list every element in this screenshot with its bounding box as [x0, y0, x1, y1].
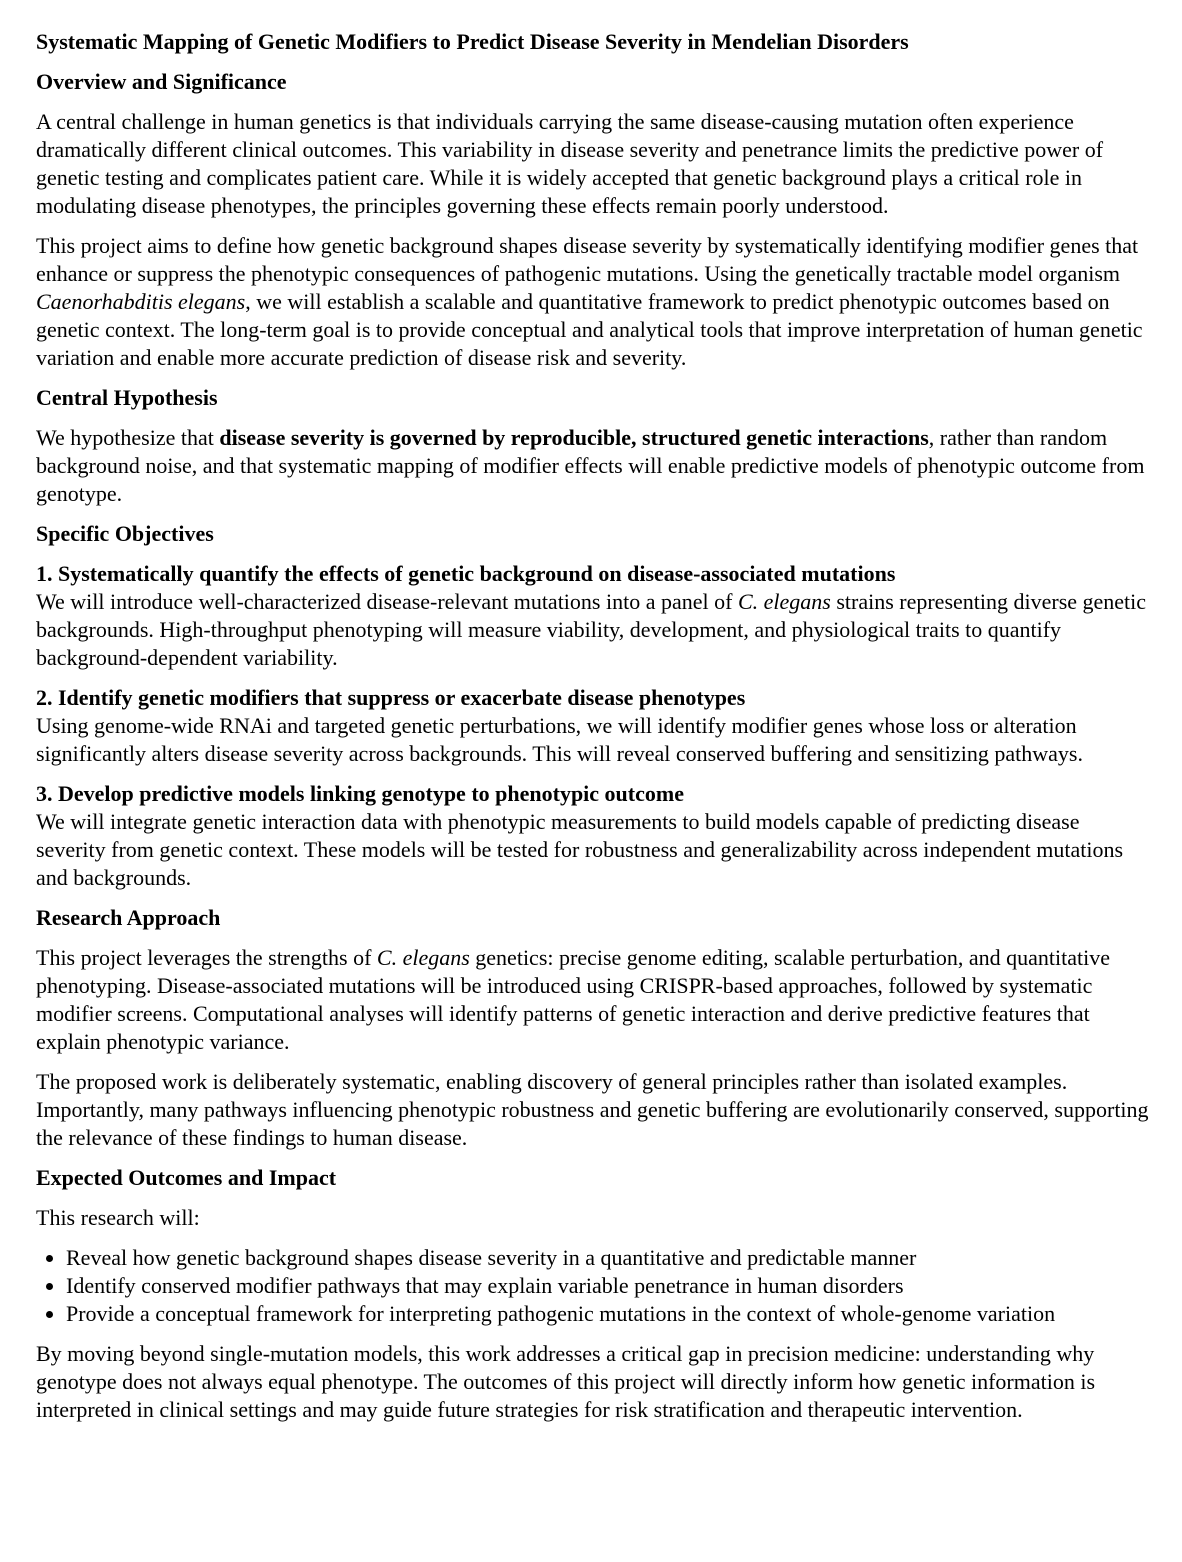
- text-run: This project aims to define how genetic background shapes disease severity by systematically identifying modifier genes that enhance or suppress the phenotypic consequences of pathogenic mutations. Using the genetically tractable model organism: [36, 233, 1139, 286]
- list-item: • Identify conserved modifier pathways that may explain variable penetrance in human disorders: [66, 1272, 1154, 1300]
- objective-text: [36, 588, 1154, 672]
- section-hypothesis: [36, 384, 1154, 508]
- objective-3: [36, 780, 1154, 892]
- section-heading: Central Hypothesis: [36, 385, 218, 410]
- text-run: genetics: precise genome editing, scalable perturbation, and quantitative phenotyping. Disease-associated mutations will be introduced using CRISPR-based approaches, followed by systematic modifier screens. Computational analyses will identify patterns of genetic interaction and derive predictive features that explain phenotypic variance.: [36, 945, 1111, 1054]
- species-name: Caenorhabditis elegans: [36, 289, 246, 314]
- emphasis: disease severity is governed by reproducible, structured genetic interactions: [219, 425, 929, 450]
- objective-title: 1. Systematically quantify the effects of genetic background on disease-associated mutations: [36, 561, 896, 586]
- text-run: , we will establish a scalable and quantitative framework to predict phenotypic outcomes based on genetic context. The long-term goal is to provide conceptual and analytical tools that improve interpretation of human genetic variation and enable more accurate prediction of disease risk and severity.: [36, 289, 1143, 370]
- outcomes-list: [36, 1244, 1154, 1328]
- text-run: This project leverages the strengths of: [36, 945, 377, 970]
- text-run: strains representing diverse genetic backgrounds. High-throughput phenotyping will measure viability, development, and physiological traits to quantify background-dependent variability.: [36, 589, 1147, 670]
- section-heading: Research Approach: [36, 905, 221, 930]
- species-name: C. elegans: [376, 945, 470, 970]
- paragraph: [36, 424, 1154, 508]
- text-run: , rather than random background noise, and that systematic mapping of modifier effects will enable predictive models of phenotypic outcome from genotype.: [36, 425, 1145, 506]
- list-item: • Reveal how genetic background shapes disease severity in a quantitative and predictable manner: [66, 1244, 1154, 1272]
- paragraph: By moving beyond single-mutation models, this work addresses a critical gap in precision medicine: understanding why genotype does not always equal phenotype. The outcomes of this project will directly inform how genetic information is interpreted in clinical settings and may guide future strategies for risk stratification and therapeutic intervention.: [36, 1341, 1096, 1422]
- section-approach: [36, 904, 1154, 1152]
- section-heading: Expected Outcomes and Impact: [36, 1165, 337, 1190]
- objective-1: [36, 560, 1154, 672]
- paragraph: A central challenge in human genetics is that individuals carrying the same disease-causing mutation often experience dramatically different clinical outcomes. This variability in disease severity and penetrance limits the predictive power of genetic testing and complicates patient care. While it is widely accepted that genetic background plays a critical role in modulating disease phenotypes, the principles governing these effects remain poorly understood.: [36, 109, 1104, 218]
- document-title: Systematic Mapping of Genetic Modifiers to Predict Disease Severity in Mendelian Disorders: [36, 29, 909, 54]
- objective-text: We will integrate genetic interaction data with phenotypic measurements to build models capable of predicting disease severity from genetic context. These models will be tested for robustness and generalizability across independent mutations and backgrounds.: [36, 809, 1124, 890]
- species-name: C. elegans: [737, 589, 831, 614]
- objective-title: 3. Develop predictive models linking genotype to phenotypic outcome: [36, 781, 684, 806]
- text-run: We hypothesize that: [36, 425, 220, 450]
- objective-text: Using genome-wide RNAi and targeted genetic perturbations, we will identify modifier genes whose loss or alteration significantly alters disease severity across backgrounds. This will reveal conserved buffering and sensitizing pathways.: [36, 713, 1083, 766]
- text-run: We will introduce well-characterized disease-relevant mutations into a panel of: [36, 589, 738, 614]
- list-item: • Provide a conceptual framework for interpreting pathogenic mutations in the context of whole-genome variation: [66, 1300, 1154, 1328]
- section-heading: Specific Objectives: [36, 521, 214, 546]
- objective-2: [36, 684, 1154, 768]
- section-heading: Overview and Significance: [36, 69, 287, 94]
- paragraph: [36, 232, 1154, 372]
- paragraph: The proposed work is deliberately systematic, enabling discovery of general principles rather than isolated examples. Importantly, many pathways influencing phenotypic robustness and genetic buffering are evolutionarily conserved, supporting the relevance of these findings to human disease.: [36, 1069, 1149, 1150]
- paragraph: This research will:: [36, 1205, 200, 1230]
- section-objectives: [36, 520, 1154, 892]
- section-overview: [36, 68, 1154, 372]
- section-outcomes: [36, 1164, 1154, 1424]
- objective-title: 2. Identify genetic modifiers that suppress or exacerbate disease phenotypes: [36, 685, 746, 710]
- paragraph: [36, 944, 1154, 1056]
